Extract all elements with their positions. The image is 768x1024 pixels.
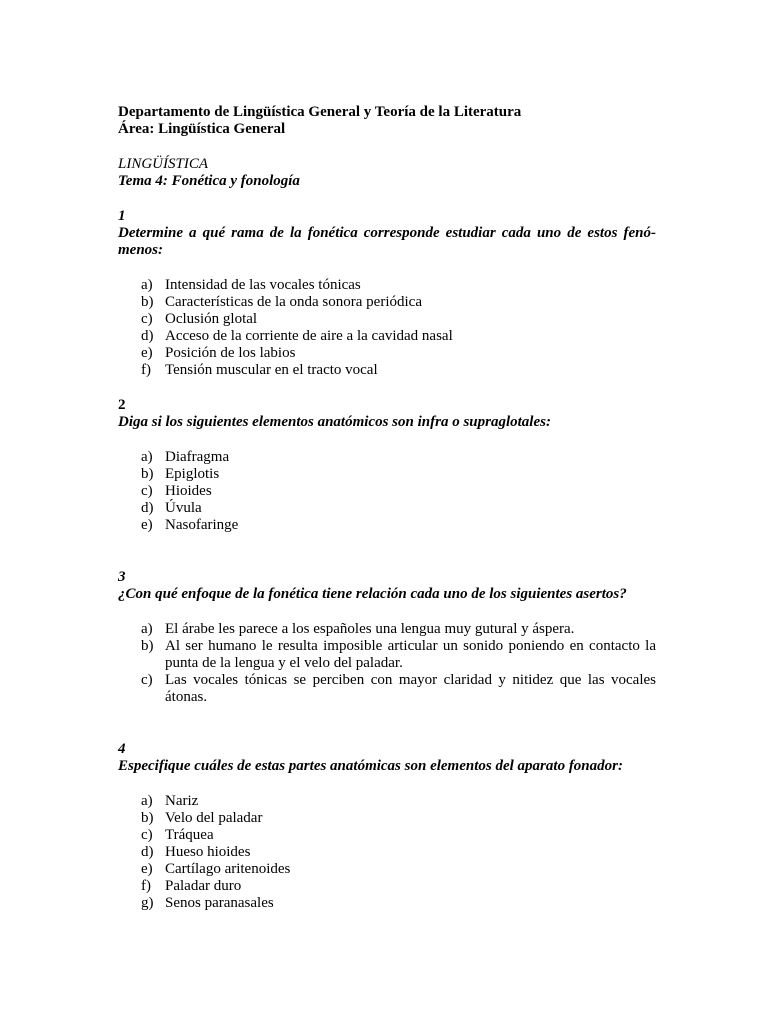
list-item [141, 328, 656, 345]
item-text: Al ser humano le resulta imposible articular un sonido poniendo en contacto la punta de la lengua y el velo del paladar. [165, 638, 656, 671]
list-item [141, 483, 656, 500]
question-number: 4 [118, 741, 126, 757]
item-marker: a) [141, 621, 153, 637]
item-text: Intensidad de las vocales tónicas [165, 277, 361, 293]
question-number: 3 [118, 569, 126, 585]
item-marker: c) [141, 483, 153, 499]
item-text: Posición de los labios [165, 345, 296, 361]
topic-title: Tema 4: Fonética y fonología [118, 173, 300, 189]
list-item [141, 294, 656, 311]
item-marker: e) [141, 517, 153, 533]
item-text: Diafragma [165, 449, 230, 465]
item-marker: a) [141, 277, 153, 293]
item-text: Tensión muscular en el tracto vocal [165, 362, 378, 378]
list-item [141, 345, 656, 362]
question-prompt: Diga si los siguientes elementos anatómicos son infra o supraglotales: [118, 414, 551, 430]
answer-list [118, 449, 656, 534]
item-marker: d) [141, 844, 154, 860]
list-item [141, 878, 656, 895]
question-1 [118, 208, 656, 379]
item-marker: f) [141, 362, 151, 378]
list-item [141, 517, 656, 534]
item-marker: f) [141, 878, 151, 894]
item-text: Paladar duro [165, 878, 242, 894]
answer-list [118, 277, 656, 379]
item-text: Epiglotis [165, 466, 220, 482]
department-line: Departamento de Lingüística General y Teoría de la Literatura [118, 104, 522, 120]
question-prompt: Especifique cuáles de estas partes anatómicas son elementos del aparato fonador: [118, 758, 623, 774]
item-text: Nasofaringe [165, 517, 239, 533]
item-text: Nariz [165, 793, 199, 809]
item-text: Oclusión glotal [165, 311, 258, 327]
list-item [141, 621, 656, 638]
answer-list [118, 621, 656, 706]
list-item [141, 638, 656, 672]
list-item [141, 277, 656, 294]
list-item [141, 362, 656, 379]
question-prompt: Determine a qué rama de la fonética corresponde estudiar cada uno de estos fenó-menos: [118, 225, 656, 258]
item-marker: b) [141, 638, 154, 654]
item-marker: c) [141, 827, 153, 843]
document-header [118, 104, 656, 138]
item-text: Acceso de la corriente de aire a la cavidad nasal [165, 328, 453, 344]
list-item [141, 793, 656, 810]
item-text: Hioides [165, 483, 212, 499]
item-marker: c) [141, 672, 153, 688]
question-3 [118, 569, 656, 706]
item-marker: d) [141, 328, 154, 344]
subject-block [118, 156, 656, 190]
item-text: El árabe les parece a los españoles una lengua muy gutural y áspera. [165, 621, 575, 637]
list-item [141, 895, 656, 912]
question-prompt: ¿Con qué enfoque de la fonética tiene relación cada uno de los siguientes asertos? [118, 586, 627, 602]
list-item [141, 449, 656, 466]
item-marker: e) [141, 345, 153, 361]
item-text: Cartílago aritenoides [165, 861, 291, 877]
item-text: Senos paranasales [165, 895, 274, 911]
list-item [141, 810, 656, 827]
list-item [141, 311, 656, 328]
item-marker: e) [141, 861, 153, 877]
list-item [141, 861, 656, 878]
item-marker: d) [141, 500, 154, 516]
list-item [141, 466, 656, 483]
item-text: Características de la onda sonora periódica [165, 294, 422, 310]
question-number: 2 [118, 397, 126, 413]
item-text: Úvula [165, 500, 202, 516]
item-marker: a) [141, 449, 153, 465]
subject-title: LINGÜÍSTICA [118, 156, 209, 172]
item-text: Hueso hioides [165, 844, 251, 860]
area-line: Área: Lingüística General [118, 121, 286, 137]
item-text: Velo del paladar [165, 810, 263, 826]
item-marker: a) [141, 793, 153, 809]
item-marker: b) [141, 466, 154, 482]
question-4 [118, 741, 656, 912]
list-item [141, 827, 656, 844]
answer-list [118, 793, 656, 912]
list-item [141, 844, 656, 861]
list-item [141, 672, 656, 706]
question-number: 1 [118, 208, 126, 224]
item-marker: b) [141, 294, 154, 310]
item-marker: b) [141, 810, 154, 826]
item-marker: g) [141, 895, 154, 911]
list-item [141, 500, 656, 517]
item-text: Las vocales tónicas se perciben con mayor claridad y nitidez que las vocales átonas. [165, 672, 656, 705]
item-marker: c) [141, 311, 153, 327]
question-2 [118, 397, 656, 534]
item-text: Tráquea [165, 827, 214, 843]
